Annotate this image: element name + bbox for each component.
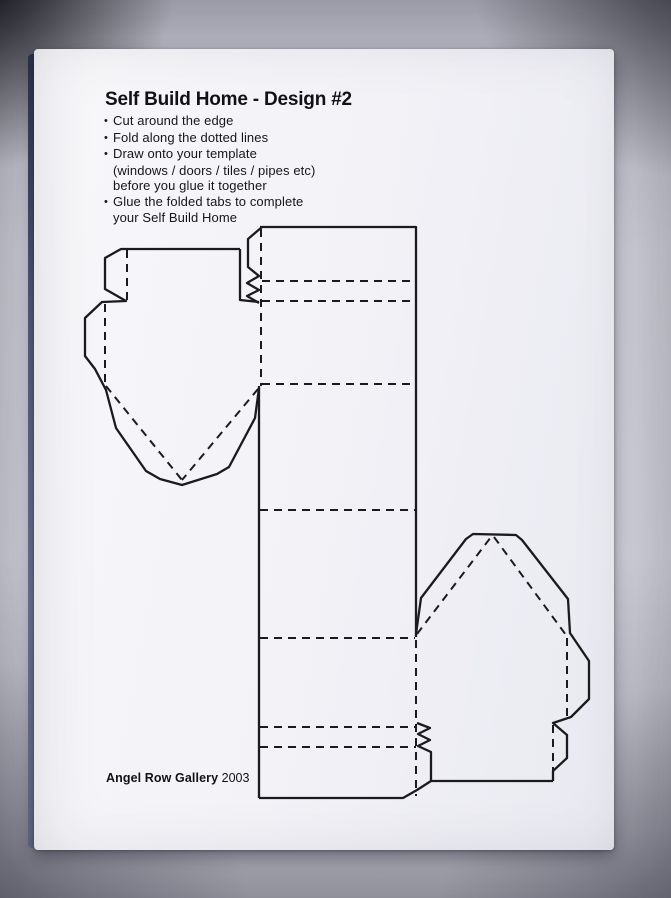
bullet-marker xyxy=(104,210,113,226)
instruction-list xyxy=(104,113,315,226)
instruction-text: (windows / doors / tiles / pipes etc) xyxy=(113,162,316,178)
instruction-line xyxy=(104,130,315,147)
bullet-marker: • xyxy=(104,115,108,127)
footer xyxy=(106,771,249,785)
cut-line-left-gable-outline xyxy=(85,249,259,485)
instruction-line xyxy=(104,163,315,179)
bullet-marker xyxy=(104,163,113,179)
fold-line-left-roof-a xyxy=(106,386,182,480)
instruction-line xyxy=(104,210,315,226)
bullet-marker: • xyxy=(104,148,108,160)
fold-line-right-roof-a xyxy=(417,537,491,634)
instruction-text: Cut around the edge xyxy=(113,113,234,128)
instruction-line xyxy=(104,113,315,130)
instruction-text: Glue the folded tabs to complete xyxy=(113,193,304,209)
cut-line-right-gable-outline xyxy=(416,534,589,781)
publisher-year: 2003 xyxy=(221,771,250,785)
cut-line-bottom-right-glue-tab xyxy=(417,723,431,781)
bullet-marker: • xyxy=(104,131,108,144)
page-title: Self Build Home - Design #2 xyxy=(105,89,352,110)
instruction-line xyxy=(104,194,315,211)
instruction-text: Draw onto your template xyxy=(113,146,257,161)
cut-line-column-bottom xyxy=(259,781,553,798)
cut-line-top-left-glue-tab xyxy=(247,227,262,303)
bullet-marker xyxy=(104,178,113,194)
cut-line-column-top-right xyxy=(260,227,416,637)
instruction-text: your Self Build Home xyxy=(113,210,238,225)
instruction-line xyxy=(104,146,315,163)
instruction-text: Fold along the dotted lines xyxy=(113,129,269,145)
bullet-marker: • xyxy=(104,195,108,208)
publisher-name: Angel Row Gallery xyxy=(106,771,219,785)
instruction-text: before you glue it together xyxy=(113,178,267,193)
instruction-line xyxy=(104,178,315,194)
